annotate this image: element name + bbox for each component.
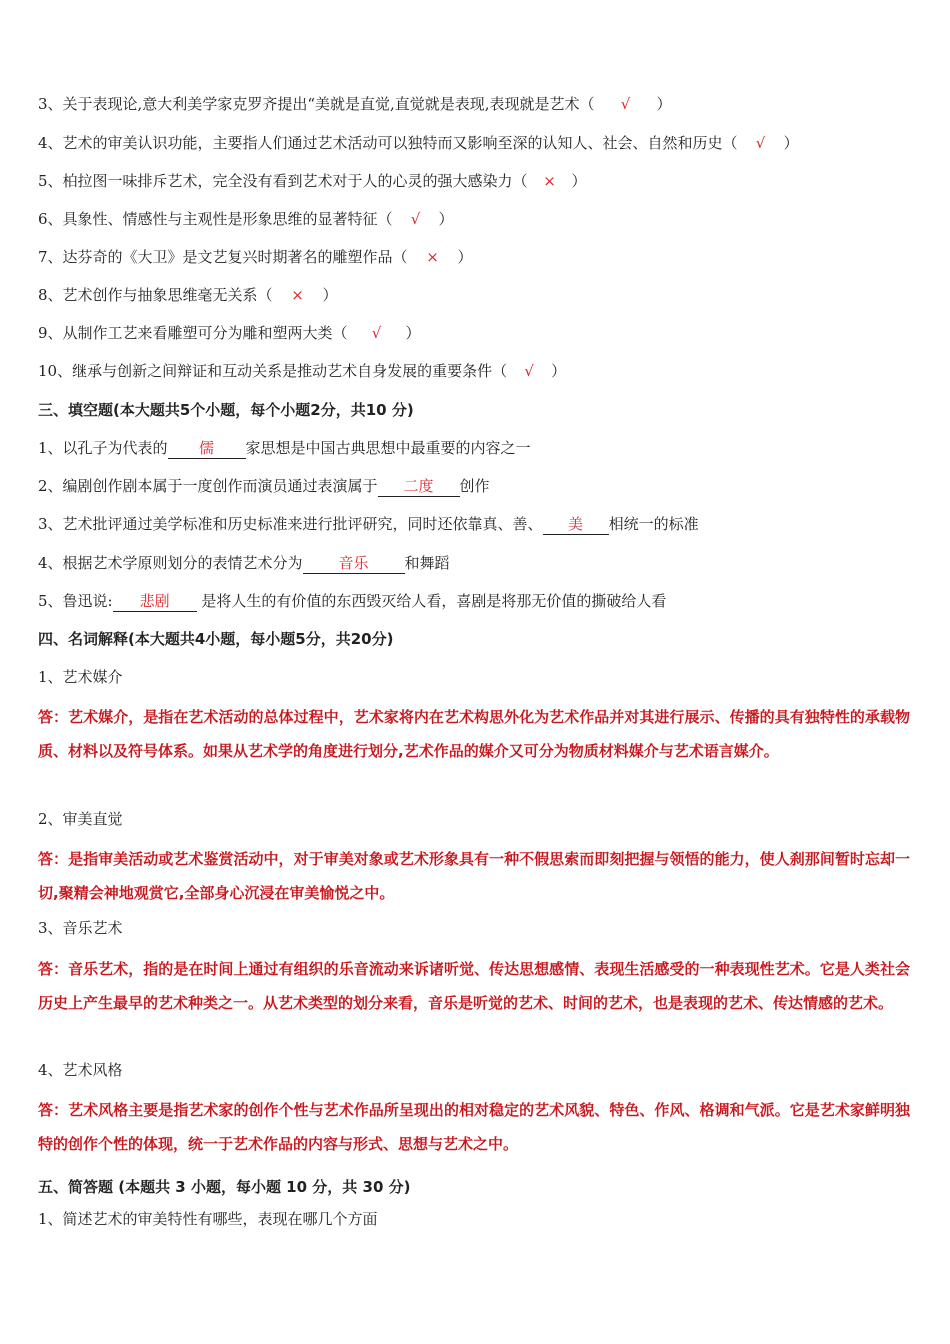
judge-item-3: 3、关于表现论,意大利美学家克罗齐提出“美就是直觉,直觉就是表现,表现就是艺术（ √ ） (38, 95, 672, 113)
check-mark: √ (524, 362, 534, 380)
short-question-1: 1、简述艺术的审美特性有哪些，表现在哪几个方面 (38, 1210, 378, 1228)
judge-item-10: 10、继承与创新之间辩证和互动关系是推动艺术自身发展的重要条件（ √ ） (38, 362, 567, 380)
judge-item-7: 7、达芬奇的《大卫》是文艺复兴时期著名的雕塑作品（ × ） (38, 248, 473, 266)
fill-item-3: 3、艺术批评通过美学标准和历史标准来进行批评研究，同时还依靠真、善、 美 相统一的标准 (38, 515, 699, 533)
cross-mark: × (426, 248, 439, 266)
fill-item-4: 4、根据艺术学原则划分的表情艺术分为 音乐 和舞蹈 (38, 554, 450, 572)
check-mark: √ (371, 324, 382, 342)
check-mark: √ (620, 95, 631, 113)
fill-item-5: 5、鲁迅说: 悲剧 是将人生的有价值的东西毁灭给人看，喜剧是将那无价值的撕破给人看 (38, 592, 667, 610)
term-title: 2、审美直觉 (38, 810, 123, 828)
short-heading: 五、简答题 (本题共 3 小题，每小题 10 分，共 30 分) (38, 1178, 411, 1196)
check-mark: √ (755, 134, 766, 152)
fill-item-2: 2、编剧创作剧本属于一度创作而演员通过表演属于 二度 创作 (38, 477, 490, 495)
term-answer: 答：艺术媒介，是指在艺术活动的总体过程中，艺术家将内在艺术构思外化为艺术作品并对其进行展示、传播的具有独特性的承载物质、材料以及符号体系。如果从艺术学的角度进行划分,艺术作品的媒介又可分为物质材料媒介与艺术语言媒介。 (38, 708, 910, 760)
term-title: 1、艺术媒介 (38, 668, 123, 686)
term-title: 3、音乐艺术 (38, 919, 123, 937)
check-mark: √ (410, 210, 421, 228)
judge-item-8: 8、艺术创作与抽象思维毫无关系（ × ） (38, 286, 338, 304)
fill-heading: 三、填空题(本大题共5个小题，每个小题2分，共10 分) (38, 401, 414, 419)
judge-item-9: 9、从制作工艺来看雕塑可分为雕和塑两大类（ √ ） (38, 324, 421, 342)
term-title: 4、艺术风格 (38, 1061, 123, 1079)
term-answer: 答：艺术风格主要是指艺术家的创作个性与艺术作品所呈现出的相对稳定的艺术风貌、特色、作风、格调和气派。它是艺术家鲜明独特的创作个性的体现，统一于艺术作品的内容与形式、思想与艺术之中。 (38, 1101, 910, 1153)
term-answer: 答：是指审美活动或艺术鉴赏活动中，对于审美对象或艺术形象具有一种不假思索而即刻把握与领悟的能力，使人刹那间暂时忘却一切,聚精会神地观赏它,全部身心沉浸在审美愉悦之中。 (38, 850, 910, 902)
judge-item-4: 4、艺术的审美认识功能，主要指人们通过艺术活动可以独特而又影响至深的认知人、社会、自然和历史（ √ ） (38, 134, 799, 152)
fill-answer: 二度 (378, 476, 460, 497)
fill-answer: 音乐 (303, 553, 405, 574)
cross-mark: × (291, 286, 304, 304)
fill-answer: 儒 (168, 438, 246, 459)
judge-item-6: 6、具象性、情感性与主观性是形象思维的显著特征（ √ ） (38, 210, 454, 228)
cross-mark: × (543, 172, 556, 190)
term-answer: 答：音乐艺术，指的是在时间上通过有组织的乐音流动来诉诸听觉、传达思想感情、表现生活感受的一种表现性艺术。它是人类社会历史上产生最早的艺术种类之一。从艺术类型的划分来看，音乐是听觉的艺术、时间的艺术，也是表现的艺术、传达情感的艺术。 (38, 960, 910, 1012)
fill-answer: 悲剧 (113, 591, 197, 612)
judge-item-5: 5、柏拉图一味排斥艺术，完全没有看到艺术对于人的心灵的强大感染力（ × ） (38, 172, 587, 190)
fill-answer: 美 (543, 514, 609, 535)
fill-item-1: 1、以孔子为代表的 儒 家思想是中国古典思想中最重要的内容之一 (38, 439, 531, 457)
terms-heading: 四、名词解释(本大题共4小题，每小题5分，共20分) (38, 630, 394, 648)
